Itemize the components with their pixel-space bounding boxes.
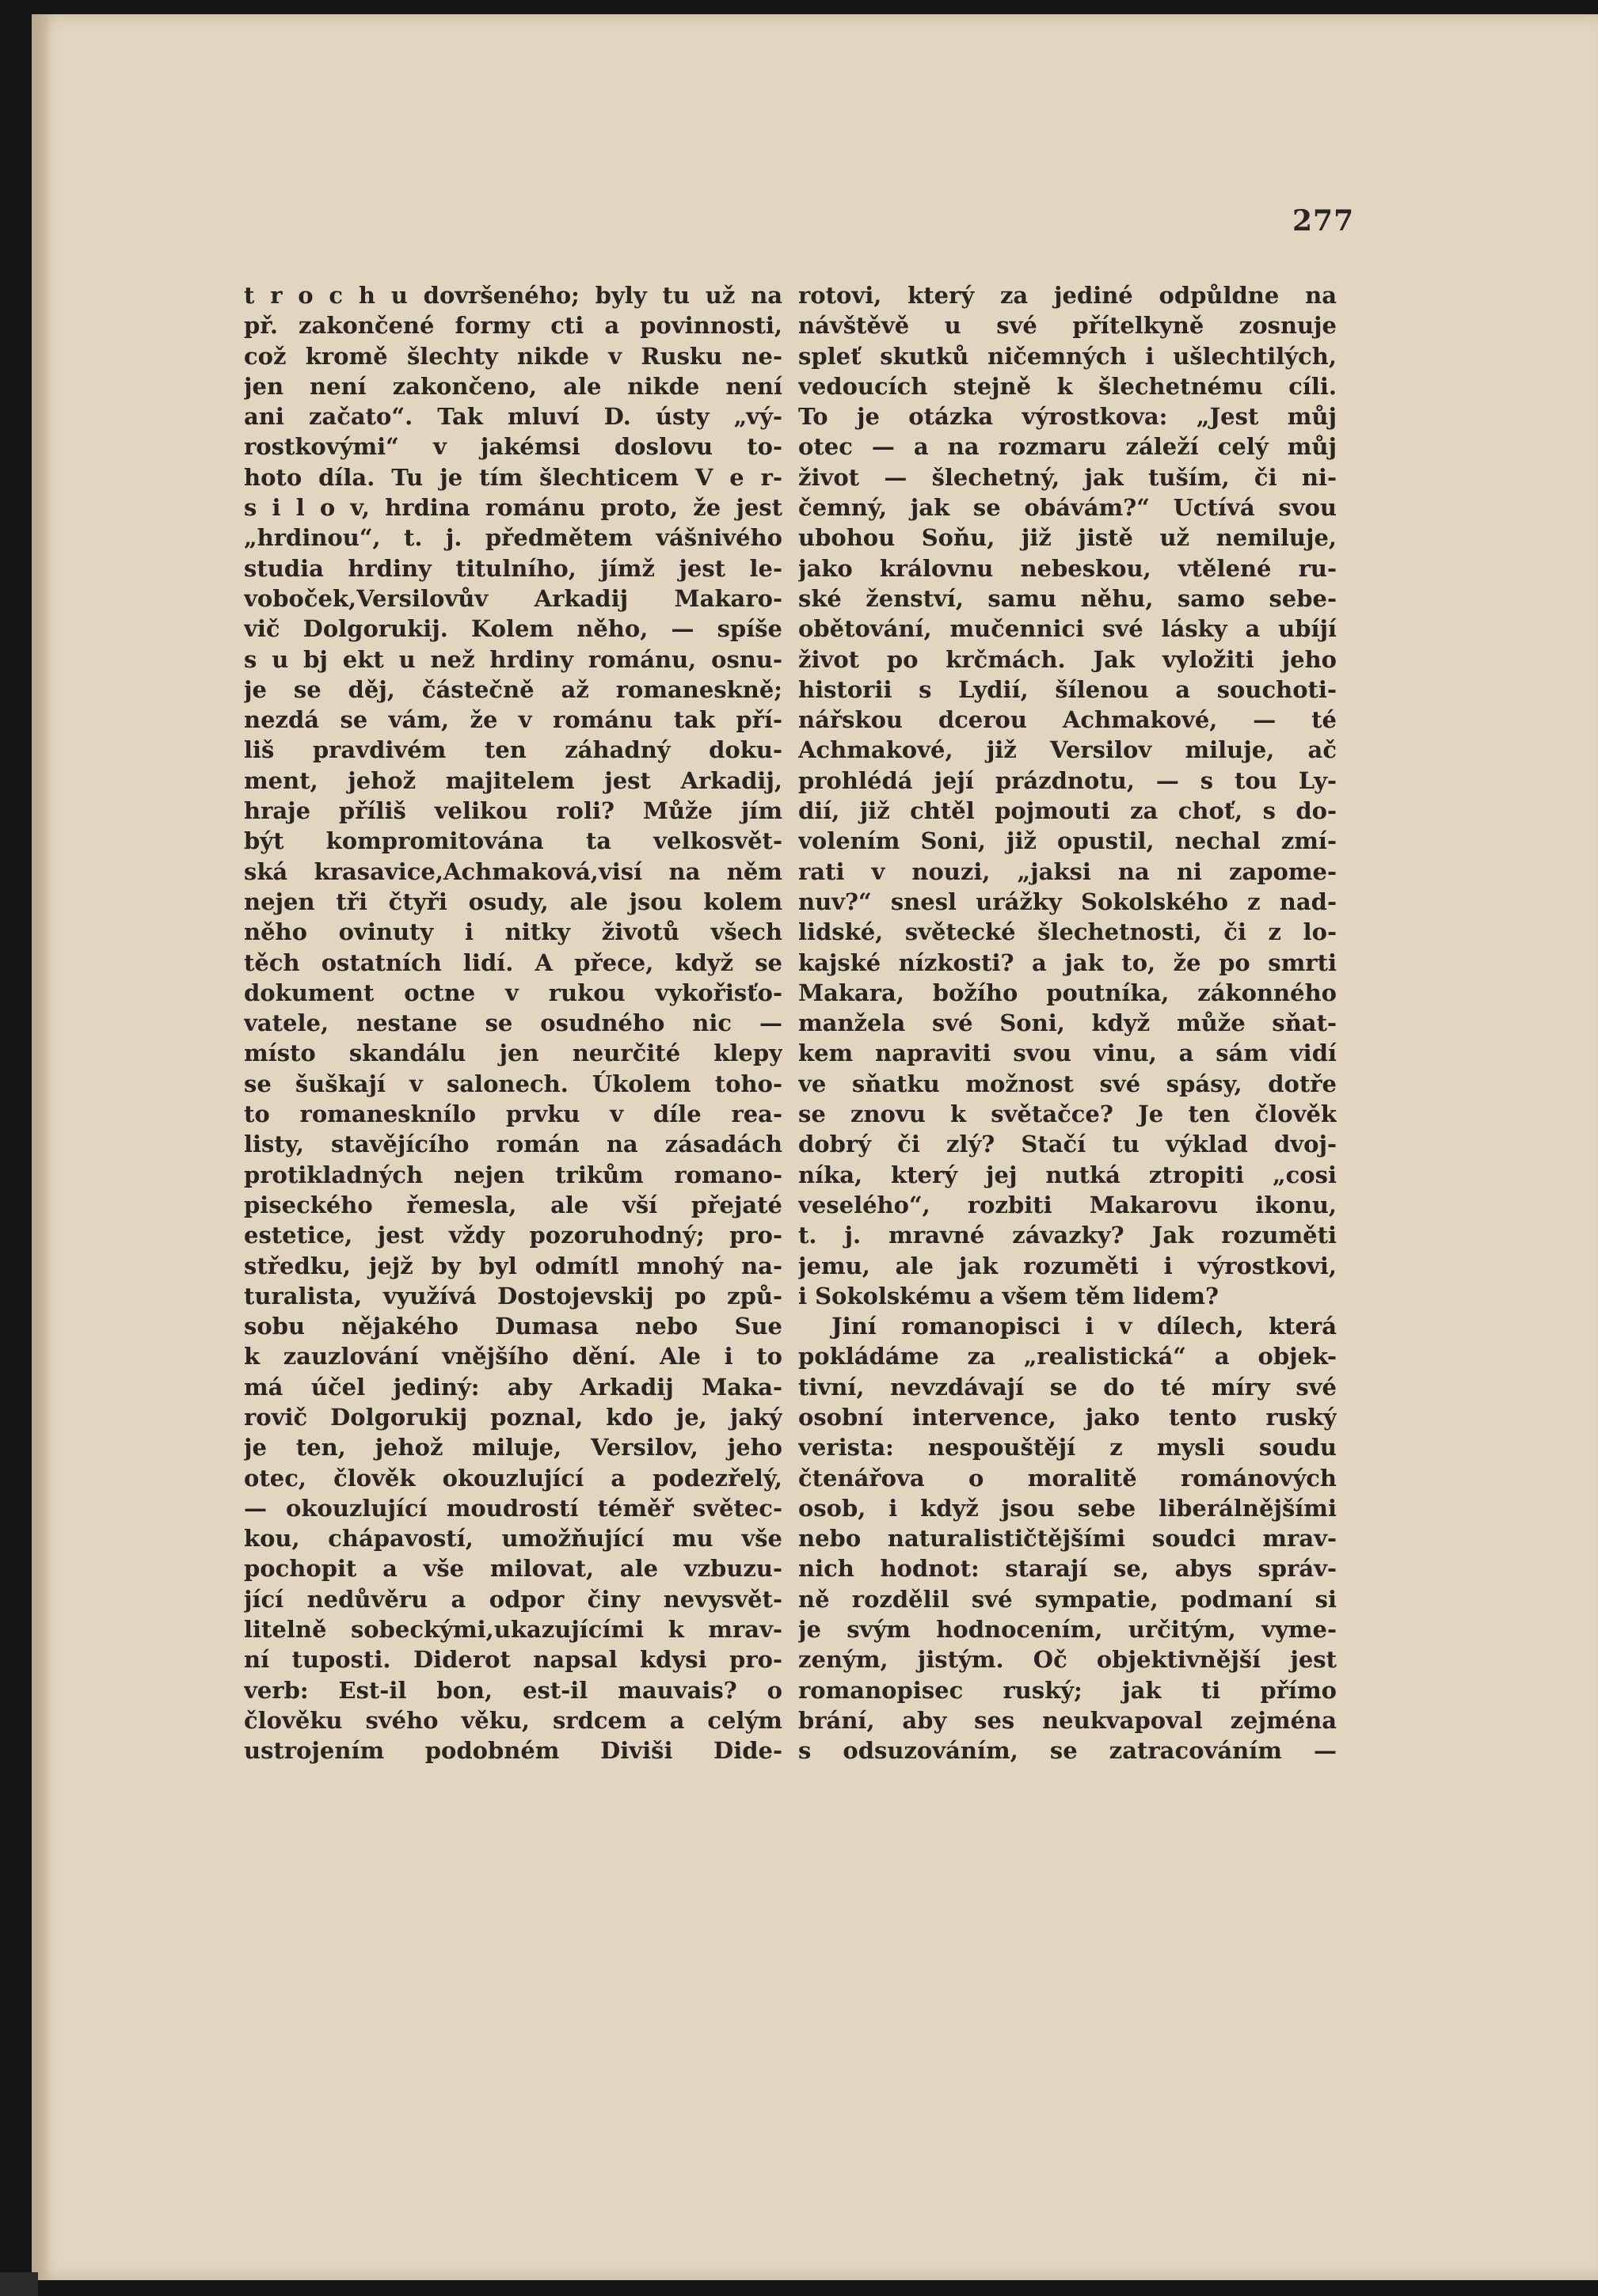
text-line: hraje příliš velikou roli? Může jím [244, 797, 782, 825]
text-line: zeným, jistým. Oč objektivnější jest [798, 1646, 1337, 1674]
text-line: romanopisec ruský; jak ti přímo [798, 1676, 1337, 1704]
text-line: dokument octne v rukou vykořisťo- [244, 979, 782, 1006]
text-line: studia hrdiny titulního, jímž jest le- [244, 554, 782, 582]
text-line: je se děj, částečně až romaneskně; [244, 675, 782, 703]
text-line: je svým hodnocením, určitým, vyme- [798, 1616, 1337, 1644]
text-line: ustrojením podobném Diviši Dide- [244, 1737, 782, 1765]
text-line: nezdá se vám, že v románu tak pří- [244, 706, 782, 734]
text-line: — okouzlující moudrostí téměř světec- [244, 1494, 782, 1522]
text-line: manžela své Soni, když může sňat- [798, 1009, 1337, 1037]
text-line: s odsuzováním, se zatracováním — [798, 1737, 1337, 1765]
right-text-column [798, 280, 1337, 1766]
text-line: s i l o v, hrdina románu proto, že jest [244, 494, 782, 522]
text-line: lidské, světecké šlechetnosti, či z lo- [798, 918, 1337, 946]
text-line: jako královnu nebeskou, vtělené ru- [798, 554, 1337, 582]
text-line: nebo naturalističtějšími soudci mrav- [798, 1525, 1337, 1553]
text-line: ně rozdělil své sympatie, podmaní si [798, 1585, 1337, 1613]
text-line: osobní intervence, jako tento ruský [798, 1403, 1337, 1431]
text-line: veselého“, rozbiti Makarovu ikonu, [798, 1191, 1337, 1218]
text-line: volením Soni, již opustil, nechal zmí- [798, 827, 1337, 855]
text-line: člověku svého věku, srdcem a celým [244, 1706, 782, 1734]
text-line: i Sokolskému a všem těm lidem? [798, 1282, 1219, 1310]
text-line: čemný, jak se obávám?“ Uctívá svou [798, 494, 1337, 522]
text-line: jící nedůvěru a odpor činy nevysvět- [244, 1585, 782, 1613]
text-line: život — šlechetný, jak tuším, či ni- [798, 463, 1337, 491]
text-line: verb: Est-il bon, est-il mauvais? o [244, 1676, 782, 1704]
text-line: vič Dolgorukij. Kolem něho, — spíše [244, 615, 782, 643]
text-line: „hrdinou“, t. j. předmětem vášnivého [244, 524, 782, 552]
text-line: verista: nespouštějí z mysli soudu [798, 1434, 1337, 1462]
text-line: t. j. mravné závazky? Jak rozuměti [798, 1222, 1337, 1249]
text-line: Achmakové, již Versilov miluje, ač [798, 736, 1337, 764]
text-line: nejen tři čtyři osudy, ale jsou kolem [244, 888, 782, 915]
text-line: jemu, ale jak rozuměti i výrostkovi, [798, 1252, 1337, 1279]
text-line: je ten, jehož miluje, Versilov, jeho [244, 1434, 782, 1462]
text-line: ní tuposti. Diderot napsal kdysi pro- [244, 1646, 782, 1674]
text-line: t r o c h u dovršeného; byly tu už na [244, 282, 782, 309]
text-line: listy, stavějícího román na zásadách [244, 1131, 782, 1158]
text-line: čtenářova o moralitě románových [798, 1464, 1337, 1492]
text-line: ve sňatku možnost své spásy, dotře [798, 1070, 1337, 1097]
text-line: dií, již chtěl pojmouti za choť, s do- [798, 797, 1337, 825]
text-line: litelně sobeckými,ukazujícími k mrav- [244, 1616, 782, 1644]
text-line: Jiní romanopisci i v dílech, která [831, 1313, 1337, 1340]
text-line: vatele, nestane se osudného nic — [244, 1009, 782, 1037]
text-line: turalista, využívá Dostojevskij po způ- [244, 1282, 782, 1310]
text-line: s u bj ekt u než hrdiny románu, osnu- [244, 645, 782, 673]
text-line: To je otázka výrostkova: „Jest můj [798, 403, 1337, 431]
text-line: estetice, jest vždy pozoruhodný; pro- [244, 1222, 782, 1249]
text-line: nich hodnot: starají se, abys správ- [798, 1555, 1337, 1583]
text-line: místo skandálu jen neurčité klepy [244, 1040, 782, 1067]
text-line: dobrý či zlý? Stačí tu výklad dvoj- [798, 1131, 1337, 1158]
text-line: kem napraviti svou vinu, a sám vidí [798, 1040, 1337, 1067]
text-line: liš pravdivém ten záhadný doku- [244, 736, 782, 764]
text-line: Makara, božího poutníka, zákonného [798, 979, 1337, 1006]
text-line: něho ovinuty i nitky životů všech [244, 918, 782, 946]
text-line: nuv?“ snesl urážky Sokolského z nad- [798, 888, 1337, 915]
text-line: níka, který jej nutká ztropiti „cosi [798, 1161, 1337, 1188]
text-line: má účel jediný: aby Arkadij Maka- [244, 1373, 782, 1401]
text-line: otec, člověk okouzlující a podezřelý, [244, 1464, 782, 1492]
text-line: kou, chápavostí, umožňující mu vše [244, 1525, 782, 1553]
text-line: návštěvě u své přítelkyně zosnuje [798, 312, 1337, 340]
text-line: pochopit a vše milovat, ale vzbuzu- [244, 1555, 782, 1583]
text-line: prohlédá její prázdnotu, — s tou Ly- [798, 766, 1337, 794]
text-line: rati v nouzi, „jaksi na ni zapome- [798, 857, 1337, 885]
book-page [32, 14, 1598, 2280]
text-line: rostkovými“ v jakémsi doslovu to- [244, 433, 782, 461]
text-line: ské ženství, samu něhu, samo sebe- [798, 584, 1337, 612]
text-line: pokládáme za „realistická“ a objek- [798, 1343, 1337, 1370]
page-number: 277 [1292, 204, 1355, 238]
text-line: ani začato“. Tak mluví D. ústy „vý- [244, 403, 782, 431]
text-line: protikladných nejen trikům romano- [244, 1161, 782, 1188]
text-line: ment, jehož majitelem jest Arkadij, [244, 766, 782, 794]
text-line: středku, jejž by byl odmítl mnohý na- [244, 1252, 782, 1279]
text-line: ubohou Soňu, již jistě už nemiluje, [798, 524, 1337, 552]
text-line: nářskou dcerou Achmakové, — té [798, 706, 1337, 734]
page-spine-shadow [32, 14, 52, 2280]
text-line: být kompromitována ta velkosvět- [244, 827, 782, 855]
text-line: obětování, mučennici své lásky a ubíjí [798, 615, 1337, 643]
text-line: těch ostatních lidí. A přece, když se [244, 948, 782, 976]
text-line: rotovi, který za jediné odpůldne na [798, 282, 1337, 309]
text-line: vedoucích stejně k šlechetnému cíli. [798, 372, 1337, 400]
text-line: historii s Lydií, šílenou a souchoti- [798, 675, 1337, 703]
text-line: spleť skutků ničemných i ušlechtilých, [798, 342, 1337, 370]
left-text-column [244, 280, 782, 1766]
text-line: se šuškají v salonech. Úkolem toho- [244, 1070, 782, 1097]
text-line: piseckého řemesla, ale vší přejaté [244, 1191, 782, 1218]
text-line: se znovu k světačce? Je ten člověk [798, 1100, 1337, 1128]
text-line: ská krasavice,Achmaková,visí na něm [244, 857, 782, 885]
text-line: brání, aby ses neukvapoval zejména [798, 1706, 1337, 1734]
text-line: otec — a na rozmaru záleží celý můj [798, 433, 1337, 461]
text-line: rovič Dolgorukij poznal, kdo je, jaký [244, 1403, 782, 1431]
text-line: život po krčmách. Jak vyložiti jeho [798, 645, 1337, 673]
text-line: což kromě šlechty nikde v Rusku ne- [244, 342, 782, 370]
text-line: jen není zakončeno, ale nikde není [244, 372, 782, 400]
text-line: tivní, nevzdávají se do té míry své [798, 1373, 1337, 1401]
scan-corner [0, 2272, 38, 2296]
text-line: to romanesknílo prvku v díle rea- [244, 1100, 782, 1128]
text-line: sobu nějakého Dumasa nebo Sue [244, 1313, 782, 1340]
text-line: kajské nízkosti? a jak to, že po smrti [798, 948, 1337, 976]
text-line: př. zakončené formy cti a povinnosti, [244, 312, 782, 340]
text-line: hoto díla. Tu je tím šlechticem V e r- [244, 463, 782, 491]
text-line: voboček,Versilovův Arkadij Makaro- [244, 584, 782, 612]
text-line: k zauzlování vnějšího dění. Ale i to [244, 1343, 782, 1370]
text-line: osob, i když jsou sebe liberálnějšími [798, 1494, 1337, 1522]
